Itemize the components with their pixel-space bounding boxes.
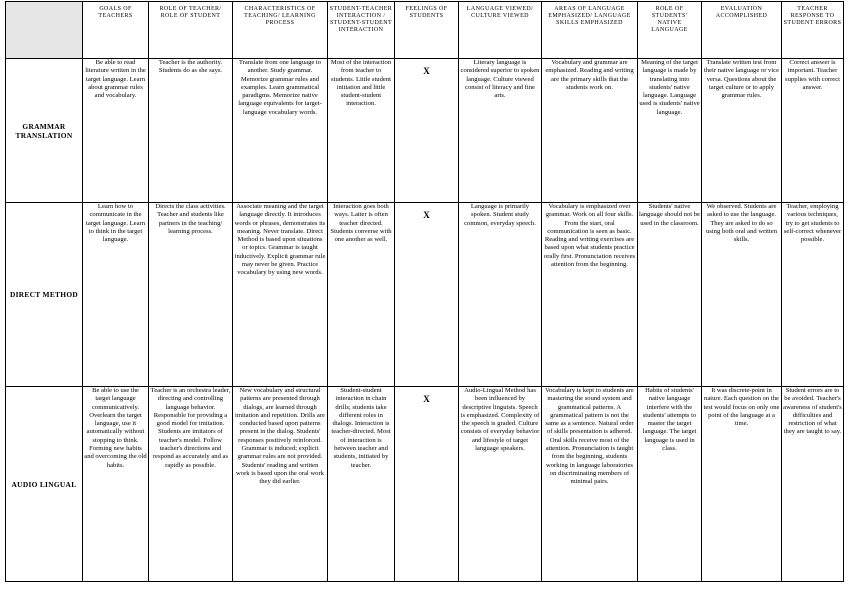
cell-interaction: Most of the interaction from teacher to students. Little student initiation and little student-student interaction. <box>328 59 395 203</box>
cell-language-culture: Literary language is considered superior to spoken language. Culture viewed consist of literacy and fine arts. <box>459 59 542 203</box>
cell-evaluation: We observed. Students are asked to use the language. They are asked to do so using both oral and written skills. <box>702 203 782 387</box>
header-role: ROLE OF TEACHER/ ROLE OF STUDENT <box>149 2 233 59</box>
cell-errors: Correct answer is important. Teacher supplies with correct answer. <box>782 59 844 203</box>
header-goals: GOALS OF TEACHERS <box>83 2 149 59</box>
cell-characteristics: Associate meaning and the target language directly. It introduces words or phrases, demonstrates its meaning. Never translate. Direct Method is based upon situations or topics. Grammar is taught inductively. Explicit grammar rule may never be given. Practice vocabulary by using new words. <box>233 203 328 387</box>
header-row <box>6 2 844 59</box>
header-errors: TEACHER RESPONSE TO STUDENT ERRORS <box>782 2 844 59</box>
header-evaluation: EVALUATION ACCOMPLISHED <box>702 2 782 59</box>
row-header-audio-lingual: AUDIO LINGUAL <box>6 387 83 582</box>
cell-characteristics: New vocabulary and structural patterns are presented through dialogs, are learned through imitation and repetition. Drills are conducted based upon patterns present in the dialog. Students' responses positively reinforced. Grammar is induced; explicit grammar rules are not provided. Students' reading and written work is based upon the oral work they did earlier. <box>233 387 328 582</box>
methods-comparison-table <box>5 1 844 582</box>
table-row <box>6 387 844 582</box>
cell-role: Teacher is the authority. Students do as she says. <box>149 59 233 203</box>
table-row <box>6 59 844 203</box>
cell-interaction: Interaction goes both ways. Latter is often teacher directed. Students converse with one another as well. <box>328 203 395 387</box>
cell-feelings: X <box>395 203 459 387</box>
cell-role: Teacher is an orchestra leader, directing and controlling language behavior. Responsible for providing a good model for imitation. Students are imitators of teacher's model. Follow teacher's directions and respond as accurately and as rapidly as possible. <box>149 387 233 582</box>
cell-role: Directs the class activities. Teacher and students like partners in the teaching/ learning process. <box>149 203 233 387</box>
cell-feelings: X <box>395 387 459 582</box>
header-feelings: FEELINGS OF STUDENTS <box>395 2 459 59</box>
cell-interaction: Student-student interaction in chain drills; students take different roles in dialogs. Interaction is teacher-directed. Most of interaction is between teacher and students, initiated by teacher. <box>328 387 395 582</box>
cell-native-language: Students' native language should not be used in the classroom. <box>638 203 702 387</box>
cell-goals: Be able to use the target language communicatively. Overlearn the target language, use it automatically without stopping to think. Forming new habits and overcoming the old habits. <box>83 387 149 582</box>
header-corner <box>6 2 83 59</box>
cell-areas-skills: Vocabulary is kept to students are mastering the sound system and grammatical patterns. A grammatical pattern is not the same as a sentence. Natural order of skills presentation is adhered. Oral skills receive most of the attention. Pronunciation is taught from the beginning, students working in language laboratories on discriminating members of minimal pairs. <box>542 387 638 582</box>
cell-areas-skills: Vocabulary and grammar are emphasized. Reading and writing are the primary skills that the students work on. <box>542 59 638 203</box>
cell-areas-skills: Vocabulary is emphasized over grammar. Work on all four skills. From the start, oral communication is seen as basic. Reading and writing exercises are based upon what students practice orally first. Pronunciation receives attention from the beginning. <box>542 203 638 387</box>
cell-errors: Teacher, employing various techniques, try to get students to self-correct whenever possible. <box>782 203 844 387</box>
header-language-culture: LANGUAGE VIEWED/ CULTURE VIEWED <box>459 2 542 59</box>
cell-evaluation: Translate written test from their native language or vice versa. Questions about the target culture or to apply grammar rules. <box>702 59 782 203</box>
header-characteristics: CHARACTERISTICS OF TEACHING/ LEARNING PROCESS <box>233 2 328 59</box>
row-header-direct-method: DIRECT METHOD <box>6 203 83 387</box>
cell-goals: Be able to read literature written in the target language. Learn about grammar rules and vocabulary. <box>83 59 149 203</box>
cell-errors: Student errors are to be avoided. Teacher's awareness of student's difficulties and restriction of what they are taught to say. <box>782 387 844 582</box>
cell-language-culture: Language is primarily spoken. Student study common, everyday speech. <box>459 203 542 387</box>
header-native-language: ROLE OF STUDENTS' NATIVE LANGUAGE <box>638 2 702 59</box>
row-header-grammar-translation: GRAMMAR TRANSLATION <box>6 59 83 203</box>
header-interaction: STUDENT-TEACHER INTERACTION / STUDENT-STUDENT INTERACTION <box>328 2 395 59</box>
cell-evaluation: It was discrete-point in nature. Each question on the test would focus on only one point of the language at a time. <box>702 387 782 582</box>
comparison-document <box>5 1 843 582</box>
cell-native-language: Meaning of the target language is made by translating into students' native language. Language used is students' native language. <box>638 59 702 203</box>
cell-language-culture: Audio-Lingual Method has been influenced by descriptive linguists. Speech is emphasized. Complexity of the speech is graded. Culture consists of everyday behavior and lifestyle of target language speakers. <box>459 387 542 582</box>
cell-goals: Learn how to communicate in the target language. Learn to think in the target language. <box>83 203 149 387</box>
header-areas-skills: AREAS OF LANGUAGE EMPHASIZED/ LANGUAGE SKILLS EMPHASIZED <box>542 2 638 59</box>
cell-native-language: Habits of students' native language interfere with the students' attempts to master the target language. The target language is used in class. <box>638 387 702 582</box>
cell-feelings: X <box>395 59 459 203</box>
cell-characteristics: Translate from one language to another. Study grammar. Memorize grammar rules and examples. Learn grammatical paradigms. Memorize native language equivalents for target-language vocabulary words. <box>233 59 328 203</box>
table-row <box>6 203 844 387</box>
